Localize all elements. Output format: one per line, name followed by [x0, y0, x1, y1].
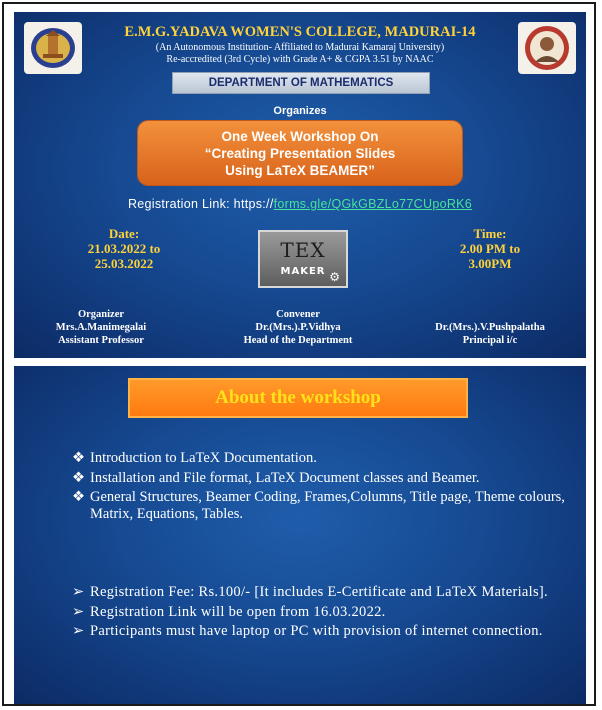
topic-list: [72, 450, 576, 525]
time-label: Time:: [473, 226, 507, 241]
arrow-bullet-icon: ➢: [72, 623, 85, 639]
convener-name: Dr.(Mrs.).P.Vidhya: [255, 322, 341, 333]
workshop-announcement-panel: [14, 12, 586, 358]
date-label: Date:: [108, 226, 140, 241]
workshop-title-line-3: Using LaTeX BEAMER”: [225, 162, 375, 178]
college-name: E.M.G.YADAVA WOMEN'S COLLEGE, MADURAI-14: [124, 24, 476, 40]
diamond-cross-bullet-icon: ❖: [72, 469, 85, 486]
list-item: [72, 604, 576, 622]
registration-label: Registration Link: https://: [127, 197, 274, 211]
arrow-bullet-icon: ➢: [72, 584, 85, 600]
principal-name: Dr.(Mrs.).V.Pushpalatha: [435, 322, 545, 333]
topic-text: General Structures, Beamer Coding, Frames,Columns, Title page, Theme colours, Matrix, Equations, Tables.: [90, 489, 565, 522]
organizer-block: [16, 308, 186, 347]
date-block: [54, 226, 194, 271]
college-accreditation: Re-accredited (3rd Cycle) with Grade A+ & CGPA 3.51 by NAAC: [166, 54, 434, 65]
about-workshop-panel: [14, 366, 586, 704]
workshop-title: [138, 121, 462, 185]
principal-block: [394, 321, 586, 347]
date-from: 21.03.2022 to: [87, 241, 161, 256]
department-banner: DEPARTMENT OF MATHEMATICS: [172, 72, 430, 94]
topic-text: Installation and File format, LaTeX Document classes and Beamer.: [90, 469, 480, 486]
list-item: [72, 489, 576, 522]
convener-title: Head of the Department: [243, 335, 353, 346]
convener-block: [200, 308, 396, 347]
organizes-label: Organizes: [273, 105, 327, 117]
list-item: [72, 584, 576, 602]
list-item: [72, 470, 576, 487]
organizer-role: Organizer: [77, 309, 125, 320]
diamond-cross-bullet-icon: ❖: [72, 450, 85, 466]
registration-link[interactable]: forms.gle/QGkGBZLo77CUpoRK6: [273, 197, 473, 211]
about-heading: About the workshop: [128, 378, 468, 418]
topic-text: Introduction to LaTeX Documentation.: [90, 450, 317, 466]
poster-frame: [2, 2, 596, 706]
principal-title: Principal i/c: [462, 335, 518, 346]
gear-icon: ⚙: [329, 270, 340, 284]
arrow-bullet-icon: ➢: [72, 603, 85, 620]
workshop-title-line-1: One Week Workshop On: [221, 128, 379, 144]
time-from: 2.00 PM to: [459, 241, 521, 256]
portrait-seal-icon: [518, 22, 576, 74]
note-text: Registration Link will be open from 16.03.2022.: [90, 603, 386, 620]
diamond-cross-bullet-icon: ❖: [72, 489, 85, 505]
time-to: 3.00PM: [468, 256, 512, 271]
organizer-name: Mrs.A.Manimegalai: [55, 322, 147, 333]
list-item: [72, 450, 576, 467]
note-text: Participants must have laptop or PC with provision of internet connection.: [90, 623, 543, 639]
convener-role: Convener: [276, 309, 320, 320]
time-block: [434, 226, 546, 271]
registration-line: [14, 197, 586, 211]
college-affiliation: (An Autonomous Institution- Affiliated to Madurai Kamaraj University): [155, 42, 445, 53]
organizer-title: Assistant Professor: [58, 335, 144, 346]
note-list: [72, 584, 576, 643]
workshop-title-line-2: “Creating Presentation Slides: [204, 145, 396, 161]
texmaker-logo-icon: [258, 230, 348, 288]
texmaker-maker-text: MAKER: [280, 266, 326, 277]
note-text: Registration Fee: Rs.100/- [It includes E-Certificate and LaTeX Materials].: [90, 584, 548, 600]
texmaker-tex-text: TEX: [280, 238, 326, 262]
list-item: [72, 623, 576, 641]
date-to: 25.03.2022: [94, 256, 154, 271]
